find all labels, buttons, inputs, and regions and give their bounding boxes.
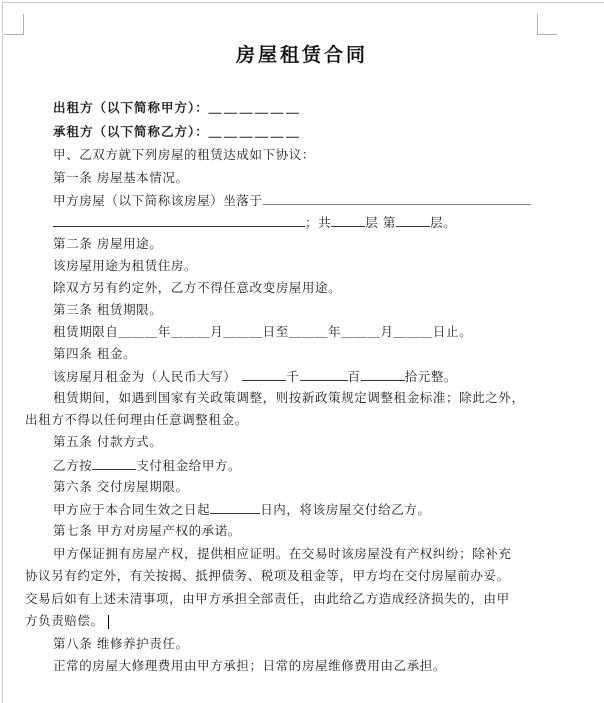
article-2-p1: 该房屋用途为租赁住房。 xyxy=(53,258,198,273)
rent-thousands-blank[interactable] xyxy=(242,368,286,381)
article-5-p1 xyxy=(53,457,241,474)
hundreds-label: 百 xyxy=(347,369,361,384)
total-floors-blank[interactable] xyxy=(331,214,365,227)
payment-suffix: 支付租金给甲方。 xyxy=(136,458,242,473)
lessor-label: 出租方（以下简称甲方）： xyxy=(53,100,209,115)
tens-label: 拾元整。 xyxy=(404,369,458,384)
article-7-line2: 协议另有约定外，有关按揭、抵押债务、税项及租金等，甲方均在交付房屋前办妥。 xyxy=(25,568,510,583)
delivery-label: 甲方应于本合同生效之日起 xyxy=(53,502,211,517)
floor-no-blank[interactable] xyxy=(396,214,430,227)
article-2-title: 第二条 房屋用途。 xyxy=(53,236,163,251)
article-8-p1: 正常的房屋大修理费用由甲方承担；日常的房屋维修费用由乙承担。 xyxy=(53,658,447,673)
delivery-days-blank[interactable] xyxy=(210,501,260,514)
text-cursor xyxy=(108,615,109,629)
lessee-blank[interactable]: ＿＿＿＿＿＿ xyxy=(208,124,302,139)
article-1-title: 第一条 房屋基本情况。 xyxy=(53,170,189,185)
article-2-p2: 除双方另有约定外，乙方不得任意改变房屋用途。 xyxy=(53,280,342,295)
location-blank-cont[interactable] xyxy=(53,214,305,227)
article-7-line3: 交易后如有上述未清事项，由甲方承担全部责任，由此给乙方造成经济损失的，由甲 xyxy=(25,591,510,606)
delivery-suffix: 日内，将该房屋交付给乙方。 xyxy=(260,502,431,517)
article-4-p2-line1: 租赁期间，如遇到国家有关政策调整，则按新政策规定调整租金标准；除此之外， xyxy=(53,390,525,405)
lessee-line[interactable] xyxy=(53,124,302,140)
rent-tens-blank[interactable] xyxy=(361,368,405,381)
lessor-line[interactable] xyxy=(53,100,302,116)
article-7-title: 第七条 甲方对房屋产权的承诺。 xyxy=(53,523,241,538)
margin-corner-top-left xyxy=(4,14,24,35)
article-4-rent-line xyxy=(53,368,457,385)
article-5-title: 第五条 付款方式。 xyxy=(53,434,163,449)
location-blank[interactable] xyxy=(263,192,531,205)
article-3-p1: 租赁期限自＿＿＿年＿＿＿月＿＿＿日至＿＿＿年＿＿＿月＿＿＿日止。 xyxy=(53,324,473,339)
payment-label: 乙方按 xyxy=(53,458,93,473)
lessee-label: 承租方（以下简称乙方）： xyxy=(53,124,209,139)
thousands-label: 千 xyxy=(286,369,300,384)
article-6-title: 第六条 交付房屋期限。 xyxy=(53,479,189,494)
article-7-line4-text: 方负责赔偿。 xyxy=(25,613,104,628)
article-1-location-line xyxy=(53,192,531,209)
article-4-p2-line2: 出租方不得以任何理由任意调整租金。 xyxy=(25,412,248,427)
margin-corner-top-right xyxy=(537,14,557,35)
article-6-p1 xyxy=(53,501,431,518)
lessor-blank[interactable]: ＿＿＿＿＿＿ xyxy=(208,100,302,115)
document-title: 房屋租赁合同 xyxy=(235,44,368,66)
floor-no-label: 层 第 xyxy=(365,215,396,230)
article-7-line4[interactable] xyxy=(25,613,109,629)
location-label: 甲方房屋（以下简称该房屋）坐落于 xyxy=(53,193,263,208)
intro-text: 甲、乙双方就下列房屋的租赁达成如下协议： xyxy=(53,147,316,162)
article-3-title: 第三条 租赁期限。 xyxy=(53,302,163,317)
floor-suffix: 层。 xyxy=(429,215,457,230)
total-floors-label: ；共 xyxy=(305,215,332,230)
article-4-title: 第四条 租金。 xyxy=(53,346,137,361)
article-7-line1: 甲方保证拥有房屋产权，提供相应证明。在交易时该房屋没有产权纠纷；除补充 xyxy=(53,546,512,561)
payment-method-blank[interactable] xyxy=(92,457,136,470)
article-8-title: 第八条 维修养护责任。 xyxy=(53,636,189,651)
rent-label: 该房屋月租金为（人民币大写） xyxy=(53,369,237,384)
rent-hundreds-blank[interactable] xyxy=(300,368,348,381)
article-1-floor-line xyxy=(53,214,456,231)
